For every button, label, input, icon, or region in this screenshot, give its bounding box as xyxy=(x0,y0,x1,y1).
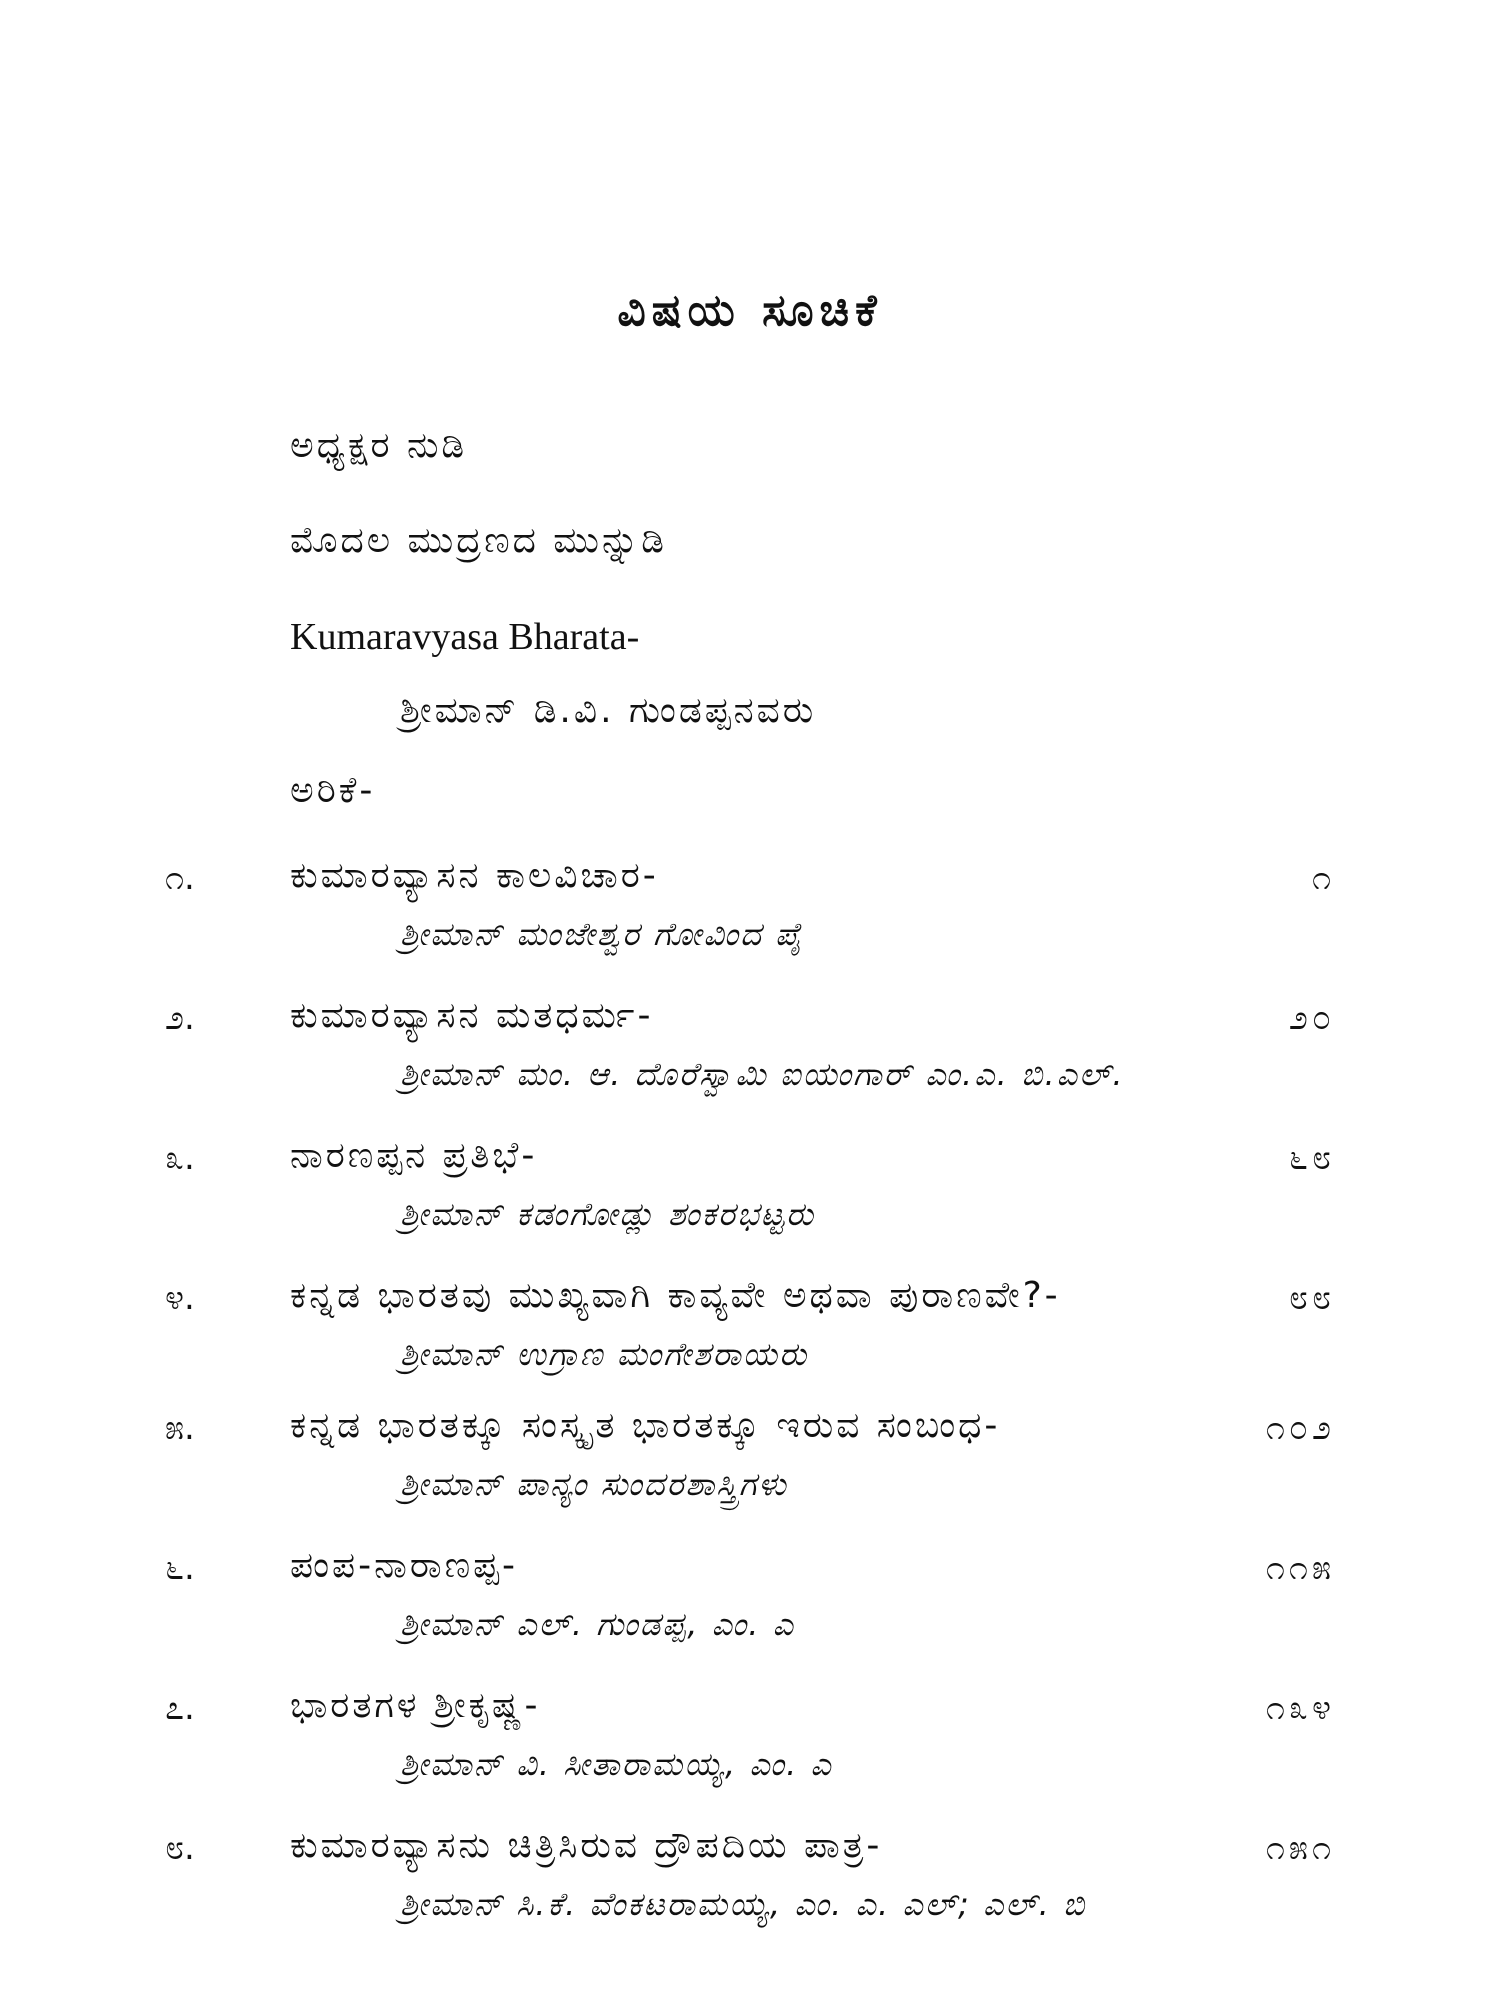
entry-page-number: ೨೦ xyxy=(1288,998,1335,1038)
entry-author: ಶ್ರೀಮಾನ್ ಸಿ.ಕೆ. ವೆಂಕಟರಾಮಯ್ಯ, ಎಂ. ಎ. ಎಲ್; ಎಲ್. ಬಿ xyxy=(400,1885,1087,1923)
entry-author: ಶ್ರೀಮಾನ್ ಉಗ್ರಾಣ ಮಂಗೇಶರಾಯರು xyxy=(400,1335,809,1373)
entry-number: ೩. xyxy=(165,1138,195,1178)
page-title: ವಿಷಯ ಸೂಚಿಕೆ xyxy=(617,285,883,336)
entry-page-number: ೧ xyxy=(1311,858,1335,898)
entry-title: ಕನ್ನಡ ಭಾರತಕ್ಕೂ ಸಂಸ್ಕೃತ ಭಾರತಕ್ಕೂ ಇರುವ ಸಂಬಂಧ- xyxy=(290,1405,1001,1446)
entry-page-number: ೧೦೨ xyxy=(1265,1408,1335,1448)
front-item-arike: ಅರಿಕೆ- xyxy=(290,770,376,811)
entry-number: ೧. xyxy=(165,858,195,898)
entry-title: ಪಂಪ-ನಾರಾಣಪ್ಪ- xyxy=(290,1545,518,1586)
entry-number: ೪. xyxy=(165,1278,195,1318)
entry-title: ಕನ್ನಡ ಭಾರತವು ಮುಖ್ಯವಾಗಿ ಕಾವ್ಯವೇ ಅಥವಾ ಪುರಾಣವೇ?- xyxy=(290,1275,1061,1316)
front-item-kumaravyasa-bharata: Kumaravyasa Bharata- xyxy=(290,616,640,658)
entry-title: ಕುಮಾರವ್ಯಾಸನ ಮತಧರ್ಮ- xyxy=(290,995,654,1036)
entry-number: ೫. xyxy=(165,1408,195,1448)
front-item-author: ಶ್ರೀಮಾನ್ ಡಿ.ವಿ. ಗುಂಡಪ್ಪನವರು xyxy=(400,690,817,731)
entry-author: ಶ್ರೀಮಾನ್ ಮಂ. ಆ. ದೊರೆಸ್ವಾಮಿ ಐಯಂಗಾರ್ ಎಂ.ಎ. ಬಿ.ಎಲ್. xyxy=(400,1055,1125,1093)
entry-page-number: ೧೫೧ xyxy=(1265,1828,1335,1868)
entry-title: ನಾರಣಪ್ಪನ ಪ್ರತಿಭೆ- xyxy=(290,1135,538,1176)
entry-author: ಶ್ರೀಮಾನ್ ವಿ. ಸೀತಾರಾಮಯ್ಯ, ಎಂ. ಎ xyxy=(400,1745,833,1783)
entry-number: ೭. xyxy=(165,1688,195,1728)
entry-author: ಶ್ರೀಮಾನ್ ಕಡಂಗೋಡ್ಲು ಶಂಕರಭಟ್ಟರು xyxy=(400,1195,816,1233)
entry-page-number: ೬೮ xyxy=(1288,1138,1335,1178)
entry-title: ಕುಮಾರವ್ಯಾಸನು ಚಿತ್ರಿಸಿರುವ ದ್ರೌಪದಿಯ ಪಾತ್ರ- xyxy=(290,1825,883,1866)
entry-author: ಶ್ರೀಮಾನ್ ಎಲ್. ಗುಂಡಪ್ಪ, ಎಂ. ಎ xyxy=(400,1605,796,1643)
entry-author: ಶ್ರೀಮಾನ್ ಪಾನ್ಯಂ ಸುಂದರಶಾಸ್ತ್ರಿಗಳು xyxy=(400,1465,788,1503)
entry-number: ೨. xyxy=(165,998,195,1038)
entry-author: ಶ್ರೀಮಾನ್ ಮಂಜೇಶ್ವರ ಗೋವಿಂದ ಪೈ xyxy=(400,915,805,953)
front-item-first-edition-preface: ಮೊದಲ ಮುದ್ರಣದ ಮುನ್ನುಡಿ xyxy=(290,520,667,561)
entry-number: ೬. xyxy=(165,1548,195,1588)
entry-page-number: ೧೧೫ xyxy=(1265,1548,1335,1588)
front-item-presidential-address: ಅಧ್ಯಕ್ಷರ ನುಡಿ xyxy=(290,425,468,466)
entry-page-number: ೧೩೪ xyxy=(1265,1688,1335,1728)
entry-page-number: ೮೮ xyxy=(1288,1278,1335,1318)
entry-number: ೮. xyxy=(165,1828,195,1868)
entry-title: ಕುಮಾರವ್ಯಾಸನ ಕಾಲವಿಚಾರ- xyxy=(290,855,659,896)
entry-title: ಭಾರತಗಳ ಶ್ರೀಕೃಷ್ಣ- xyxy=(290,1685,541,1726)
